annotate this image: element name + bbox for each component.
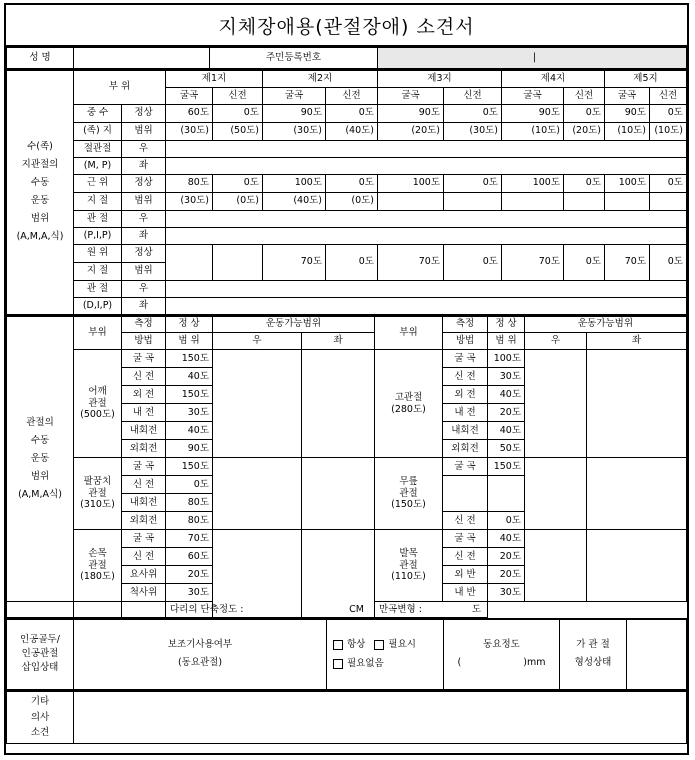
mp-f5-flex: 90도 — [605, 104, 650, 122]
pip-f2-flex: 100도 — [263, 174, 326, 192]
dip-f3-ext: 0도 — [444, 244, 502, 280]
elbow-right[interactable] — [213, 458, 302, 530]
instability-field[interactable]: 동요정도 ( )mm — [444, 619, 560, 689]
finger-3: 제3지 — [378, 70, 502, 87]
other-label: 기타 의사 소견 — [7, 691, 74, 744]
mp-f1-ext: 0도 — [213, 104, 263, 122]
mp-f2-ext: 0도 — [326, 104, 378, 122]
pip-right-row[interactable] — [166, 210, 687, 227]
deformity-field[interactable]: 만곡변형 : 도 — [375, 602, 488, 618]
pip-f1-ext-alt: (0도) — [213, 192, 263, 210]
motion-flex: 굴곡 — [263, 87, 326, 104]
normal-value: 70도 — [166, 530, 213, 548]
dip-f3-flex: 70도 — [378, 244, 444, 280]
normal-header: 범 위 — [488, 333, 525, 350]
normal-value: 40도 — [488, 530, 525, 548]
motion-ext: 신전 — [213, 87, 263, 104]
normal-value: 20도 — [488, 548, 525, 566]
joint-rom-side-label: 관절의 수동 운동 범위 (A,M,A식) — [7, 316, 74, 602]
ankle-label: 발목 관절 (110도) — [375, 530, 443, 602]
checkbox-not-needed[interactable]: 필요없음 — [333, 658, 384, 669]
method: 내회전 — [122, 494, 166, 512]
mp-f3-ext: 0도 — [444, 104, 502, 122]
pip-f5-flex: 100도 — [605, 174, 650, 192]
normal-header: 범 위 — [166, 333, 213, 350]
empty-cell — [444, 192, 502, 210]
normal-value: 90도 — [166, 440, 213, 458]
normal-value: 30도 — [488, 584, 525, 602]
pip-f1-ext: 0도 — [213, 174, 263, 192]
normal-value: 60도 — [166, 548, 213, 566]
artificial-joint-table — [6, 618, 687, 690]
normal-value: 150도 — [166, 458, 213, 476]
normal-value: 40도 — [488, 422, 525, 440]
method: 굴 곡 — [122, 458, 166, 476]
dip-label: 원 위 — [74, 244, 122, 262]
right-label: 우 — [122, 140, 166, 157]
pip-label: 지 절 — [74, 192, 122, 210]
mp-f2-flex-alt: (30도) — [263, 122, 326, 140]
motion-flex: 굴곡 — [502, 87, 564, 104]
pip-f3-ext: 0도 — [444, 174, 502, 192]
checkbox-as-needed[interactable]: 필요시 — [374, 639, 416, 650]
name-row-table — [6, 47, 687, 69]
finger-5: 제5지 — [605, 70, 687, 87]
elbow-left[interactable] — [302, 458, 375, 530]
aid-options — [327, 619, 444, 689]
pip-f4-flex: 100도 — [502, 174, 564, 192]
method: 굴 곡 — [443, 458, 488, 476]
method: 굴 곡 — [122, 350, 166, 368]
mp-f2-ext-alt: (40도) — [326, 122, 378, 140]
ankle-right[interactable] — [525, 530, 587, 602]
pip-left-row[interactable] — [166, 227, 687, 244]
method: 내회전 — [122, 422, 166, 440]
dip-f2-ext: 0도 — [326, 244, 378, 280]
method: 내 전 — [122, 404, 166, 422]
normal-header: 정 상 — [488, 316, 525, 333]
normal-value: 30도 — [166, 584, 213, 602]
normal-value: 40도 — [166, 422, 213, 440]
pip-f1-flex: 80도 — [166, 174, 213, 192]
false-joint-field[interactable] — [627, 619, 687, 689]
empty-cell — [443, 476, 488, 512]
mp-f3-ext-alt: (30도) — [444, 122, 502, 140]
knee-right[interactable] — [525, 458, 587, 530]
shoulder-left[interactable] — [302, 350, 375, 458]
method: 신 전 — [122, 476, 166, 494]
finger-4: 제4지 — [502, 70, 605, 87]
shoulder-right[interactable] — [213, 350, 302, 458]
mp-label: 중 수 — [74, 104, 122, 122]
dip-left-row[interactable] — [166, 297, 687, 314]
mp-f3-flex-alt: (20도) — [378, 122, 444, 140]
normal-value: 80도 — [166, 494, 213, 512]
dip-label: 관 절 — [74, 280, 122, 297]
pip-f2-flex-alt: (40도) — [263, 192, 326, 210]
method: 신 전 — [443, 548, 488, 566]
method: 신 전 — [122, 368, 166, 386]
empty-cell — [378, 192, 444, 210]
method: 내회전 — [443, 422, 488, 440]
pip-f3-flex: 100도 — [378, 174, 444, 192]
normal-value: 20도 — [166, 566, 213, 584]
method: 신 전 — [443, 368, 488, 386]
dip-label: 지 절 — [74, 262, 122, 280]
method-header: 측정 — [443, 316, 488, 333]
method: 굴 곡 — [443, 530, 488, 548]
pip-f5-ext: 0도 — [650, 174, 687, 192]
method: 내 반 — [443, 584, 488, 602]
empty-cell — [488, 476, 525, 512]
normal-value: 30도 — [166, 404, 213, 422]
normal-value: 150도 — [488, 458, 525, 476]
pip-f4-ext: 0도 — [564, 174, 605, 192]
mp-f5-ext: 0도 — [650, 104, 687, 122]
rrn-separator: | — [533, 52, 537, 64]
hip-left[interactable] — [587, 350, 687, 458]
empty-cell — [74, 602, 122, 618]
range-label: 범위 — [122, 122, 166, 140]
dip-f5-ext: 0도 — [650, 244, 687, 280]
pip-f2-ext-alt: (0도) — [326, 192, 378, 210]
empty-cell — [122, 602, 166, 618]
wrist-label: 손목 관절 (180도) — [74, 530, 122, 602]
method: 외회전 — [122, 512, 166, 530]
dip-f4-flex: 70도 — [502, 244, 564, 280]
motion-ext: 신전 — [444, 87, 502, 104]
checkbox-always[interactable]: 항상 — [333, 639, 365, 650]
mp-f5-ext-alt: (10도) — [650, 122, 687, 140]
mp-f1-ext-alt: (50도) — [213, 122, 263, 140]
empty-cell — [650, 192, 687, 210]
method: 외 전 — [122, 386, 166, 404]
finger-rom-side-label: 수(족) 지관절의 수동 운동 범위 (A,M,A,식) — [7, 70, 74, 314]
normal-value: 40도 — [166, 368, 213, 386]
mp-f4-ext: 0도 — [564, 104, 605, 122]
mp-f5-flex-alt: (10도) — [605, 122, 650, 140]
hip-right[interactable] — [525, 350, 587, 458]
method: 요사위 — [122, 566, 166, 584]
empty-cell — [605, 192, 650, 210]
leg-shortening-field[interactable]: 다리의 단축정도 : CM — [166, 602, 375, 618]
site-label: 부 위 — [74, 70, 166, 104]
left-header: 좌 — [302, 333, 375, 350]
right-label: 우 — [122, 210, 166, 227]
mp-left-row[interactable] — [166, 157, 687, 174]
method-header: 방법 — [122, 333, 166, 350]
rrn-label: 주민등록번호 — [210, 48, 378, 69]
mp-label: (M, P) — [74, 157, 122, 174]
rrn-field[interactable] — [378, 48, 687, 69]
mp-f1-flex-alt: (30도) — [166, 122, 213, 140]
mp-f2-flex: 90도 — [263, 104, 326, 122]
method: 외회전 — [443, 440, 488, 458]
aid-usage: 보조기사용여부 (동요관절) — [74, 619, 327, 689]
knee-left[interactable] — [587, 458, 687, 530]
method: 척사위 — [122, 584, 166, 602]
mp-label: 절관절 — [74, 140, 122, 157]
dip-right-row[interactable] — [166, 280, 687, 297]
method: 신 전 — [122, 548, 166, 566]
mp-f1-flex: 60도 — [166, 104, 213, 122]
method: 외 전 — [443, 386, 488, 404]
left-label: 좌 — [122, 227, 166, 244]
method-header: 방법 — [443, 333, 488, 350]
right-header: 우 — [525, 333, 587, 350]
mp-right-row[interactable] — [166, 140, 687, 157]
pip-label: (P,I,P) — [74, 227, 122, 244]
normal-value: 150도 — [166, 350, 213, 368]
hip-label: 고관절 (280도) — [375, 350, 443, 458]
artificial-label: 인공골두/ 인공관절 삽입상태 — [7, 619, 74, 689]
normal-value: 30도 — [488, 368, 525, 386]
other-field[interactable] — [74, 691, 687, 744]
method: 굴 곡 — [122, 530, 166, 548]
normal-value: 20도 — [488, 566, 525, 584]
name-label: 성 명 — [7, 48, 74, 69]
disability-form — [4, 3, 689, 755]
pip-label: 관 절 — [74, 210, 122, 227]
motion-ext: 신전 — [650, 87, 687, 104]
method-header: 측정 — [122, 316, 166, 333]
finger-2: 제2지 — [263, 70, 378, 87]
mp-f4-flex-alt: (10도) — [502, 122, 564, 140]
empty-cell — [7, 602, 74, 618]
mp-f4-ext-alt: (20도) — [564, 122, 605, 140]
form-title: 지체장애용(관절장애) 소견서 — [6, 5, 687, 47]
dip-f1-flex — [166, 244, 213, 280]
possible-header: 운동가능범위 — [213, 316, 375, 333]
method: 외회전 — [122, 440, 166, 458]
method: 외 반 — [443, 566, 488, 584]
mp-f4-flex: 90도 — [502, 104, 564, 122]
dip-label: (D,I,P) — [74, 297, 122, 314]
method: 신 전 — [443, 512, 488, 530]
other-table — [6, 690, 687, 745]
normal-value: 100도 — [488, 350, 525, 368]
normal-header: 정 상 — [166, 316, 213, 333]
pip-f2-ext: 0도 — [326, 174, 378, 192]
knee-label: 무릎 관절 (150도) — [375, 458, 443, 530]
motion-ext: 신전 — [326, 87, 378, 104]
empty-cell — [502, 192, 564, 210]
range-label: 범위 — [122, 192, 166, 210]
dip-f5-flex: 70도 — [605, 244, 650, 280]
method: 내 전 — [443, 404, 488, 422]
left-label: 좌 — [122, 297, 166, 314]
normal-label: 정상 — [122, 104, 166, 122]
normal-label: 정상 — [122, 174, 166, 192]
right-label: 우 — [122, 280, 166, 297]
finger-rom-table — [6, 69, 687, 315]
motion-ext: 신전 — [564, 87, 605, 104]
normal-value: 20도 — [488, 404, 525, 422]
site-header: 부위 — [74, 316, 122, 350]
false-joint-label: 가 관 절 형성상태 — [560, 619, 627, 689]
finger-1: 제1지 — [166, 70, 263, 87]
pip-f1-flex-alt: (30도) — [166, 192, 213, 210]
left-label: 좌 — [122, 157, 166, 174]
ankle-left[interactable] — [587, 530, 687, 602]
possible-header: 운동가능범위 — [525, 316, 687, 333]
motion-flex: 굴곡 — [605, 87, 650, 104]
mp-label: (족) 지 — [74, 122, 122, 140]
site-header: 부위 — [375, 316, 443, 350]
elbow-label: 팔꿈치 관절 (310도) — [74, 458, 122, 530]
mp-f3-flex: 90도 — [378, 104, 444, 122]
normal-value: 40도 — [488, 386, 525, 404]
dip-f1-ext — [213, 244, 263, 280]
dip-f4-ext: 0도 — [564, 244, 605, 280]
normal-value: 50도 — [488, 440, 525, 458]
left-header: 좌 — [587, 333, 687, 350]
normal-value: 0도 — [488, 512, 525, 530]
method: 굴 곡 — [443, 350, 488, 368]
normal-value: 150도 — [166, 386, 213, 404]
joint-rom-table — [6, 315, 687, 619]
shoulder-label: 어깨 관절 (500도) — [74, 350, 122, 458]
motion-flex: 굴곡 — [166, 87, 213, 104]
pip-label: 근 위 — [74, 174, 122, 192]
name-field[interactable] — [74, 48, 210, 69]
empty-cell — [564, 192, 605, 210]
normal-value: 80도 — [166, 512, 213, 530]
normal-label: 정상 — [122, 244, 166, 262]
motion-flex: 굴곡 — [378, 87, 444, 104]
dip-f2-flex: 70도 — [263, 244, 326, 280]
range-label: 범위 — [122, 262, 166, 280]
right-header: 우 — [213, 333, 302, 350]
normal-value: 0도 — [166, 476, 213, 494]
